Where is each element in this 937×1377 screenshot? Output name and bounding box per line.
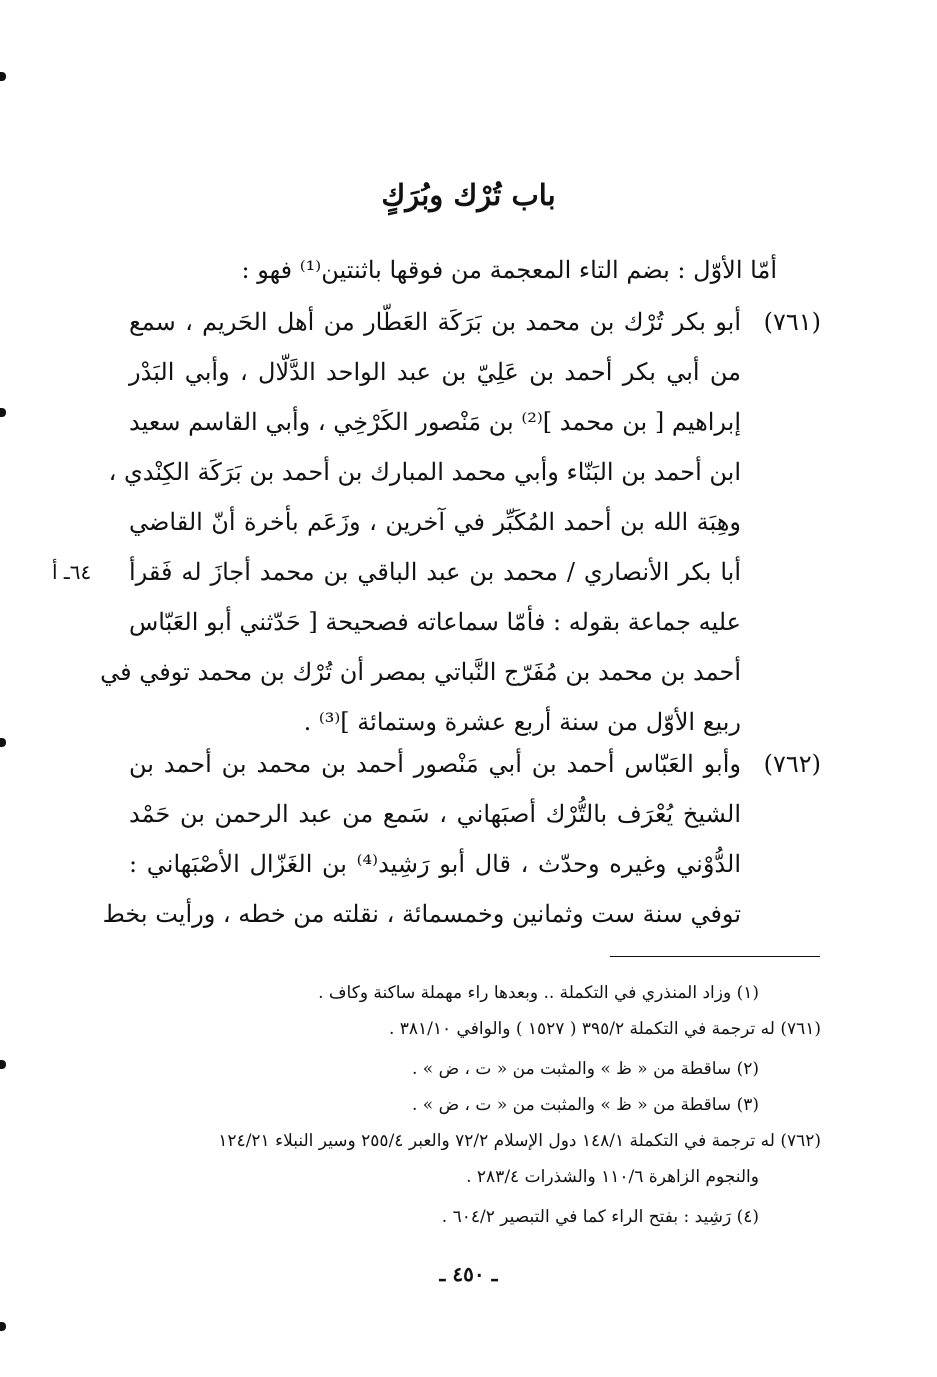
- entry-number: (٧٦١): [763, 308, 821, 336]
- scan-edge-mark: [0, 738, 6, 747]
- scan-edge-mark: [0, 72, 6, 81]
- entry-number: (٧٦٢): [763, 750, 821, 778]
- chapter-title: باب تُرْك وبُرَكٍ: [381, 178, 556, 212]
- entry-line: عليه جماعة بقوله : فأمّا سماعاته فصحيحة [ حَدّثني أبو العَبّاس: [128, 608, 741, 636]
- entry-line: وأبو العَبّاس أحمد بن أبي مَنْصور أحمد بن محمد بن أحمد بن: [129, 750, 741, 778]
- footnote: (٧٦٢) له ترجمة في التكملة ١٤٨/١ دول الإسلام ٧٢/٢ والعبر ٢٥٥/٤ وسير النبلاء ١٢٤/٢١: [218, 1131, 821, 1151]
- scan-edge-mark: [0, 408, 6, 417]
- entry-line: الشيخ يُعْرَف بالتُّرْك أصبَهاني ، سَمع من عبد الرحمن بن حَمْد: [129, 800, 741, 828]
- scan-edge-mark: [0, 1322, 6, 1331]
- scan-edge-mark: [0, 1060, 6, 1069]
- entry-line: من أبي بكر أحمد بن عَلِيّ بن عبد الواحد الدَّلّال ، وأبي البَدْر: [129, 358, 741, 386]
- entry-line: إبراهيم [ بن محمد ]⁽²⁾ بن مَنْصور الكَرْخِي ، وأبي القاسم سعيد: [129, 408, 741, 436]
- footnote-separator: [610, 956, 820, 957]
- manuscript-folio-note: ٦٤ـ أ: [52, 560, 92, 584]
- entry-line: ابن أحمد بن البَنّاء وأبي محمد المبارك بن أحمد بن بَرَكَة الكِنْدي ،: [108, 458, 741, 486]
- footnote: والنجوم الزاهرة ١١٠/٦ والشذرات ٢٨٣/٤ .: [466, 1167, 759, 1187]
- entry-line: أبا بكر الأنصاري / محمد بن عبد الباقي بن محمد أجازَ له فَقرأ: [129, 558, 741, 586]
- footnote: (٤) رَشِيد : بفتح الراء كما في التبصير ٦٠٤/٢ .: [441, 1207, 759, 1227]
- entry-line: توفي سنة ست وثمانين وخمسمائة ، نقلته من خطه ، ورأيت بخط: [102, 900, 741, 928]
- footnote: (١) وزاد المنذري في التكملة .. وبعدها راء مهملة ساكنة وكاف .: [318, 983, 759, 1003]
- entry-line: الدُّوْني وغيره وحدّث ، قال أبو رَشِيد⁽⁴⁾ بن الغَزّال الأصْبَهاني :: [129, 850, 741, 878]
- entry-line: ربيع الأوّل من سنة أربع عشرة وستمائة ]⁽³⁾ .: [303, 708, 741, 736]
- entry-line: وهِبَة الله بن أحمد المُكَبِّر في آخرين ، وزَعَم بأخرة أنّ القاضي: [129, 508, 741, 536]
- page-number: ـ ٤٥٠ ـ: [439, 1262, 498, 1286]
- entry-line: أبو بكر تُرْك بن محمد بن بَرَكَة العَطّار من أهل الحَريم ، سمع: [129, 308, 741, 336]
- footnote: (٣) ساقطة من « ظ » والمثبت من « ت ، ض » .: [411, 1095, 759, 1115]
- footnote: (٧٦١) له ترجمة في التكملة ٣٩٥/٢ ( ١٥٢٧ ) والوافي ٣٨١/١٠ .: [388, 1019, 821, 1039]
- entry-line: أحمد بن محمد بن مُفَرّج النَّباتي بمصر أن تُرْك بن محمد توفي في: [100, 658, 741, 686]
- footnote: (٢) ساقطة من « ظ » والمثبت من « ت ، ض » .: [411, 1059, 759, 1079]
- intro-line: أمّا الأوّل : بضم التاء المعجمة من فوقها باثنتين⁽¹⁾ فهو :: [241, 256, 777, 284]
